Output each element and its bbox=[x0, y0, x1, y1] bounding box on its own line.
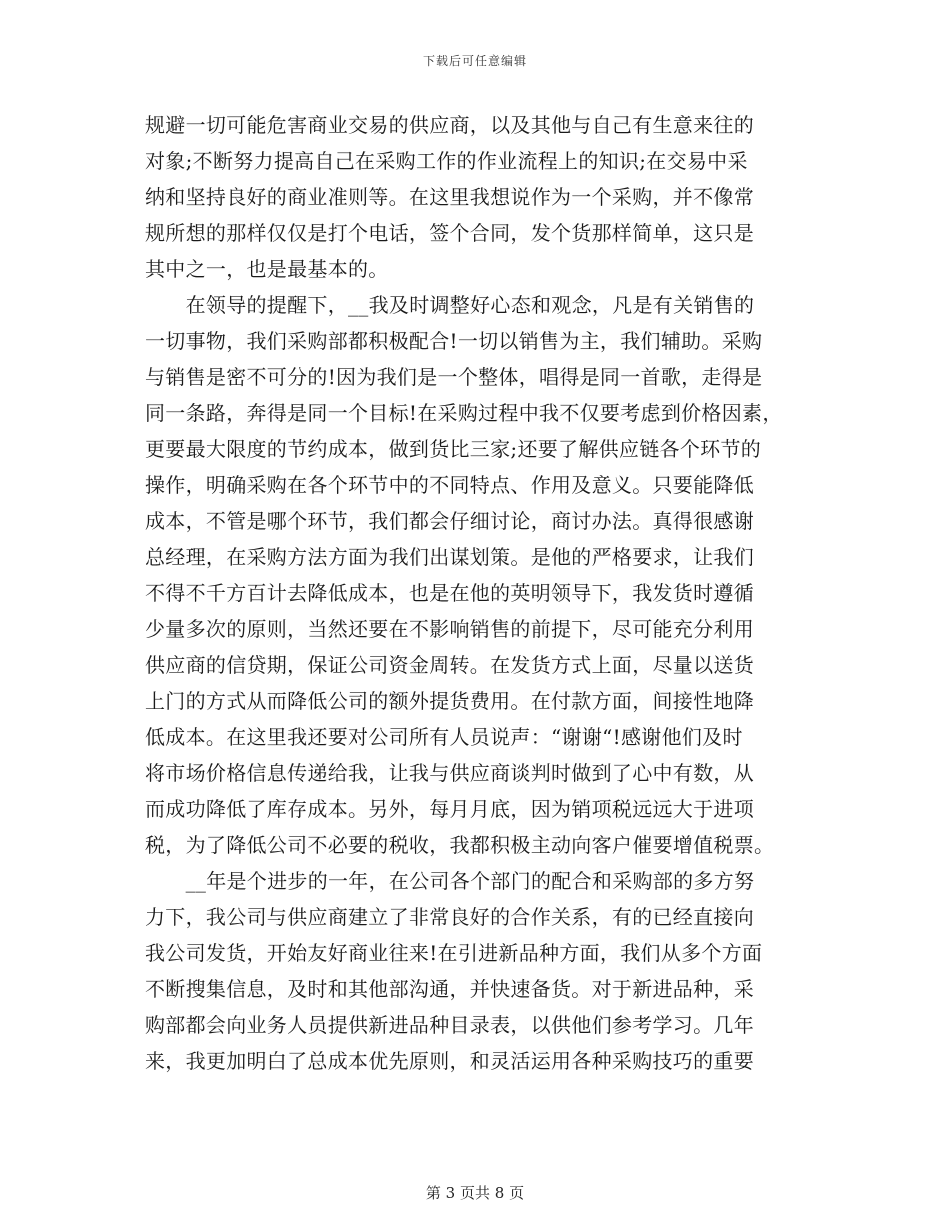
text-line: 而成功降低了库存成本。另外，每月月底，因为销项税远远大于进项 bbox=[145, 797, 754, 821]
text-line: 不得不千方百计去降低成本，也是在他的英明领导下，我发货时遵循 bbox=[145, 581, 754, 605]
text-line: 将市场价格信息传递给我，让我与供应商谈判时做到了心中有数，从 bbox=[145, 761, 754, 785]
text-line: 供应商的信贷期，保证公司资金周转。在发货方式上面，尽量以送货 bbox=[145, 653, 754, 677]
text-line: 我公司发货，开始友好商业往来!在引进新品种方面，我们从多个方面 bbox=[145, 941, 763, 965]
text-line: 税，为了降低公司不必要的税收，我都积极主动向客户催要增值税票。 bbox=[145, 833, 775, 857]
body-text bbox=[145, 107, 817, 1079]
text-line: 规所想的那样仅仅是打个电话，签个合同，发个货那样简单，这只是 bbox=[145, 221, 754, 245]
text-line: __年是个进步的一年，在公司各个部门的配合和采购部的多方努 bbox=[145, 869, 755, 893]
text-line: 同一条路，奔得是同一个目标!在采购过程中我不仅要考虑到价格因素， bbox=[145, 401, 783, 425]
text-line: 更要最大限度的节约成本，做到货比三家;还要了解供应链各个环节的 bbox=[145, 437, 762, 461]
text-line: 纳和坚持良好的商业准则等。在这里我想说作为一个采购，并不像常 bbox=[145, 185, 754, 209]
text-line: 在领导的提醒下，__我及时调整好心态和观念，凡是有关销售的 bbox=[145, 293, 755, 317]
text-line: 力下，我公司与供应商建立了非常良好的合作关系，有的已经直接向 bbox=[145, 905, 754, 929]
text-line: 其中之一，也是最基本的。 bbox=[145, 257, 389, 281]
text-line: 对象;不断努力提高自己在采购工作的作业流程上的知识;在交易中采 bbox=[145, 149, 748, 173]
text-line: 购部都会向业务人员提供新进品种目录表，以供他们参考学习。几年 bbox=[145, 1013, 754, 1037]
text-line: 成本，不管是哪个环节，我们都会仔细讨论，商讨办法。真得很感谢 bbox=[145, 509, 754, 533]
text-line: 总经理，在采购方法方面为我们出谋划策。是他的严格要求，让我们 bbox=[145, 545, 754, 569]
text-line: 来，我更加明白了总成本优先原则，和灵活运用各种采购技巧的重要 bbox=[145, 1049, 754, 1073]
text-line: 低成本。在这里我还要对公司所有人员说声：“谢谢“!感谢他们及时 bbox=[145, 725, 743, 749]
text-line: 上门的方式从而降低公司的额外提货费用。在付款方面，间接性地降 bbox=[145, 689, 754, 713]
text-line: 一切事物，我们采购部都积极配合!一切以销售为主，我们辅助。采购 bbox=[145, 329, 763, 353]
text-line: 与销售是密不可分的!因为我们是一个整体，唱得是同一首歌，走得是 bbox=[145, 365, 763, 389]
text-line: 规避一切可能危害商业交易的供应商，以及其他与自己有生意来往的 bbox=[145, 113, 754, 137]
text-line: 操作，明确采购在各个环节中的不同特点、作用及意义。只要能降低 bbox=[145, 473, 754, 497]
text-line: 少量多次的原则，当然还要在不影响销售的前提下，尽可能充分利用 bbox=[145, 617, 754, 641]
text-line: 不断搜集信息，及时和其他部沟通，并快速备货。对于新进品种，采 bbox=[145, 977, 754, 1001]
page-header: 下载后可任意编辑 bbox=[422, 54, 527, 68]
page-footer: 第 3 页共 8 页 bbox=[425, 1184, 525, 1202]
